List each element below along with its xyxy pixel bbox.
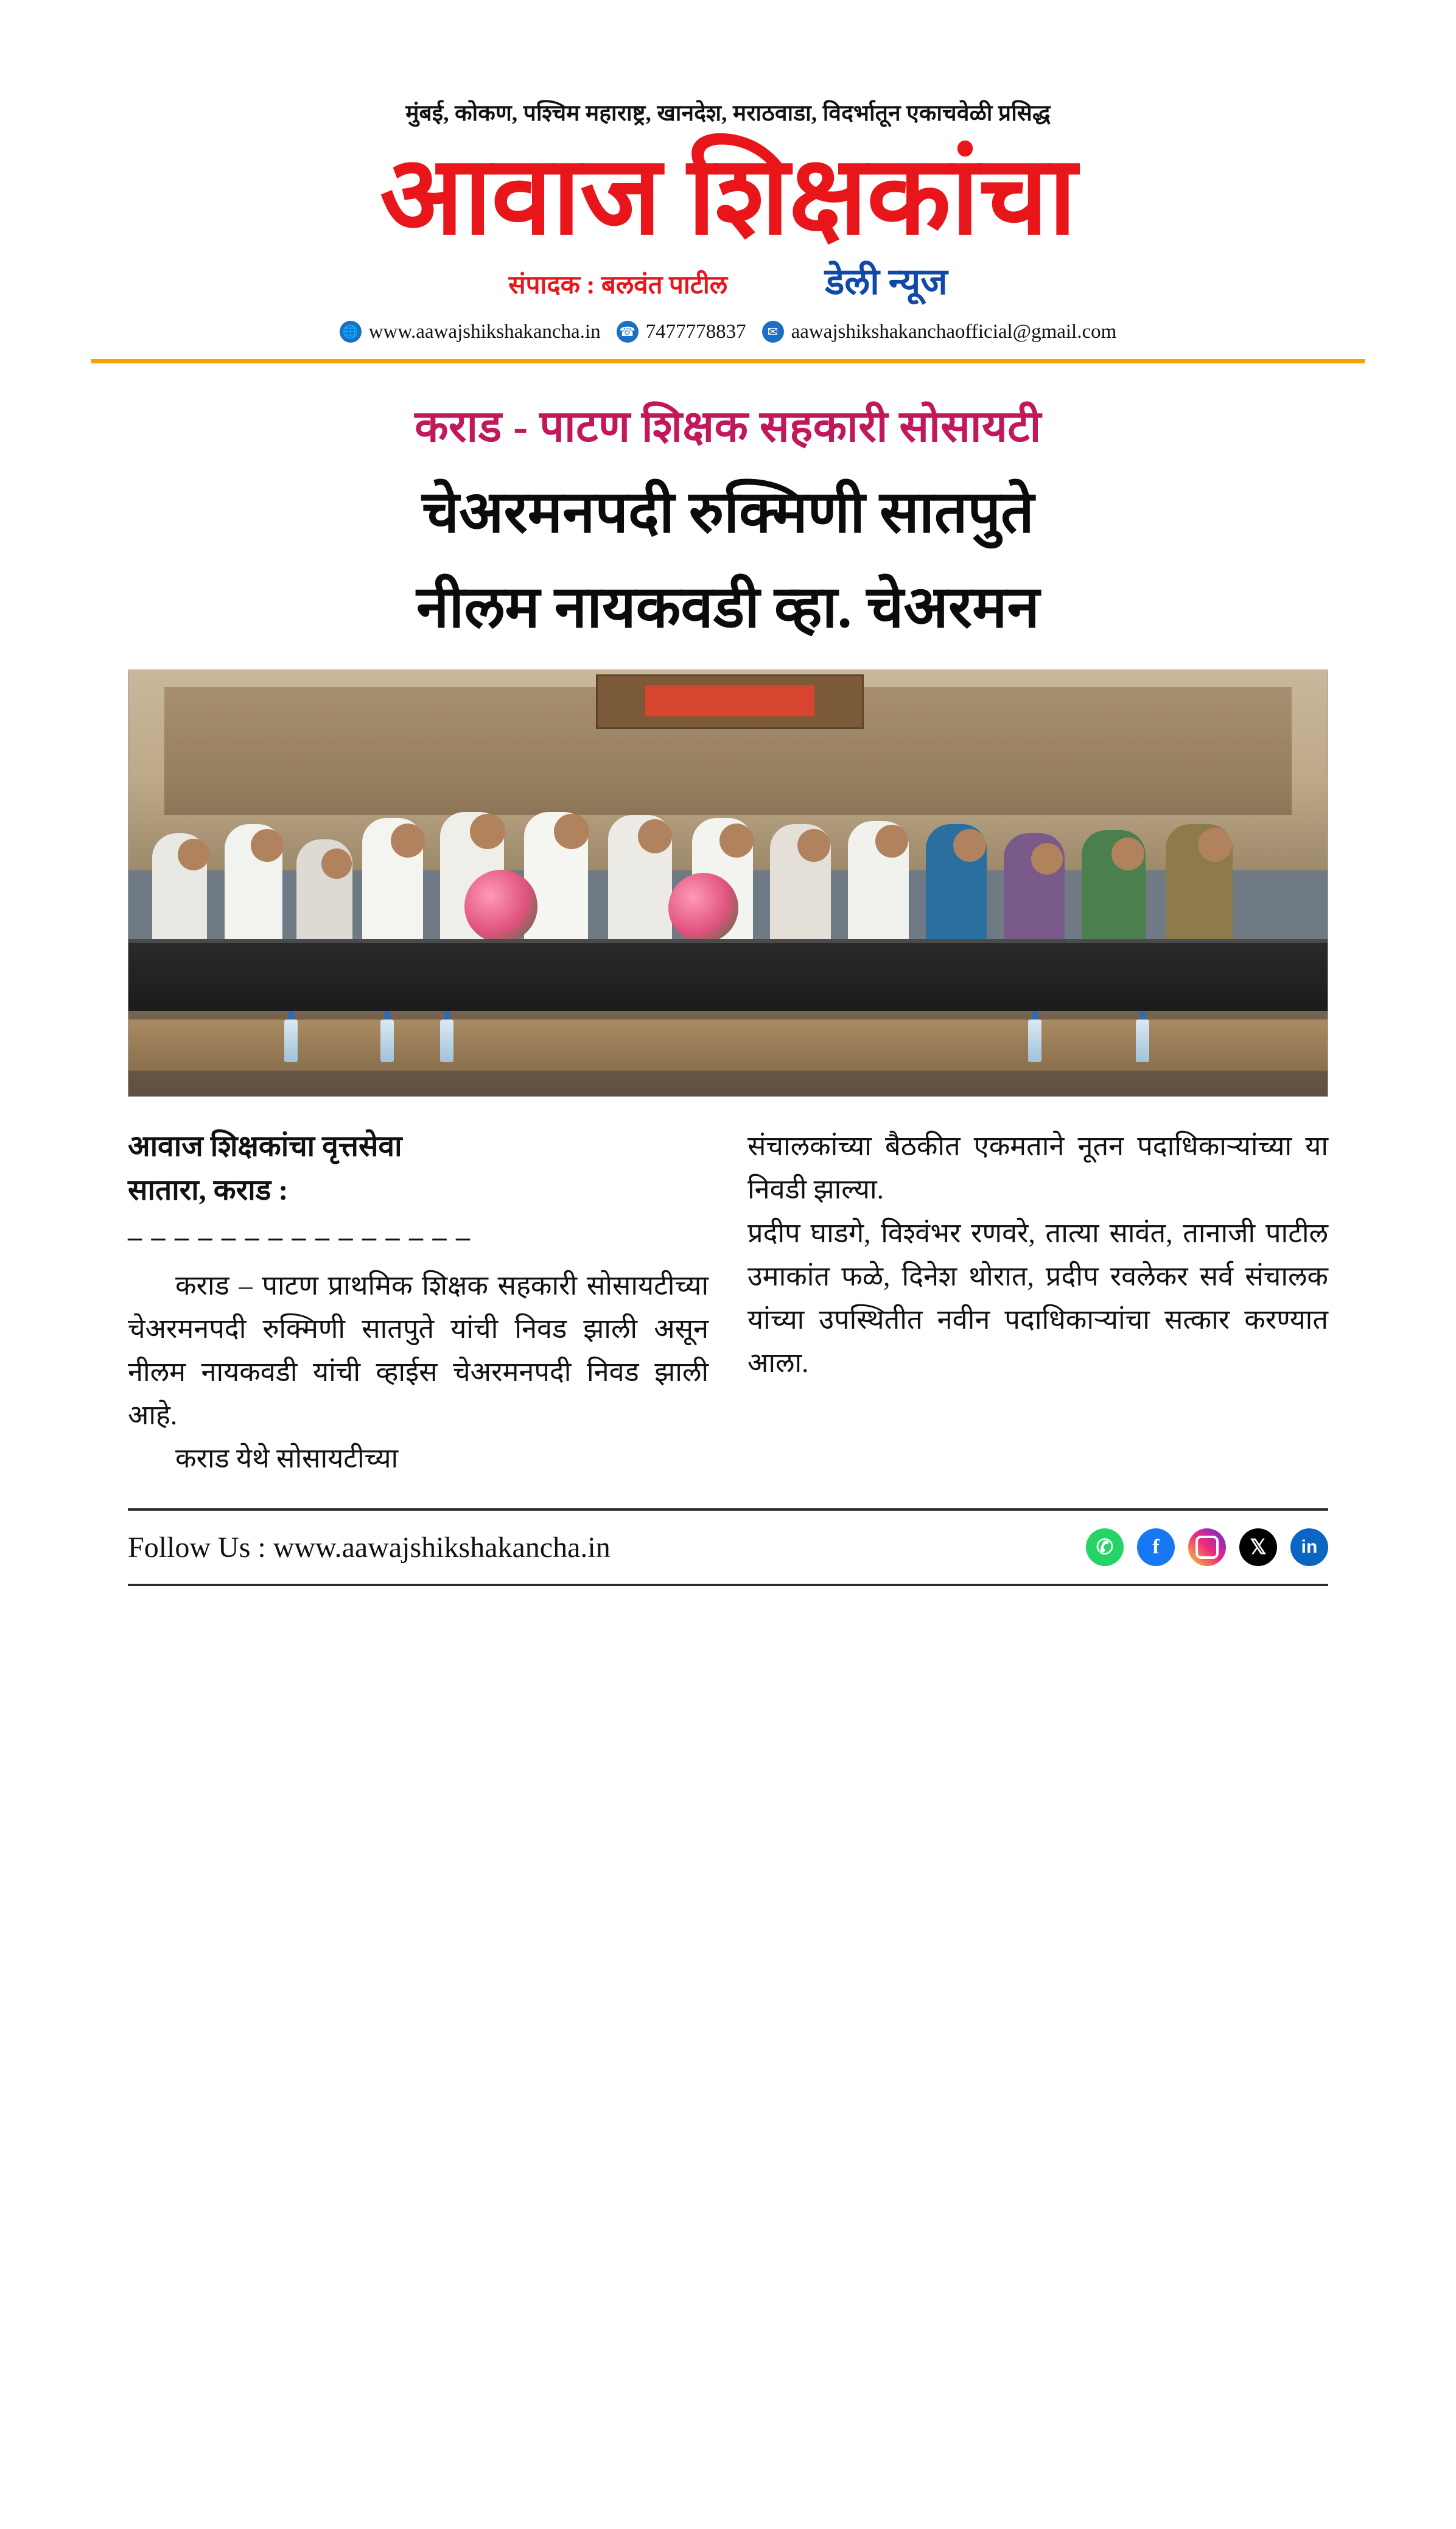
mail-icon: ✉ (762, 321, 784, 343)
photo-table-front (128, 939, 1328, 1011)
editor-name: संपादक : बलवंत पाटील (508, 271, 728, 299)
article-column-right (747, 1125, 1328, 1480)
article-column-left (128, 1125, 709, 1480)
article-paragraph: कराड – पाटण प्राथमिक शिक्षक सहकारी सोसायटीच्या चेअरमनपदी रुक्मिणी सातपुते यांची निवड झाली असून नीलम नायकवडी यांची व्हाईस चेअरमनपदी निवड झाली आहे. (128, 1270, 709, 1431)
photo-notice-board (596, 674, 863, 729)
masthead (91, 96, 1365, 363)
masthead-strapline: मुंबई, कोकण, पश्चिम महाराष्ट्र, खानदेश, मराठवाडा, विदर्भातून एकाचवेळी प्रसिद्ध (405, 101, 1051, 126)
contact-strip (91, 321, 1365, 343)
social-links (1086, 1528, 1328, 1566)
footer-divider-bottom (128, 1584, 1328, 1586)
article-kicker: कराड - पाटण शिक्षक सहकारी सोसायटी (415, 402, 1041, 451)
footer (128, 1511, 1328, 1584)
email-text: aawajshikshakanchaofficial@gmail.com (791, 320, 1117, 343)
article-paragraph: प्रदीप घाडगे, विश्वंभर रणवरे, तात्या सावंत, तानाजी पाटील उमाकांत फळे, दिनेश थोरात, प्रदीप रवलेकर सर्व संचालक यांच्या उपस्थितीत नवीन पदाधिकाऱ्यांचा सत्कार करण्यात आला. (747, 1217, 1328, 1378)
masthead-subrow (91, 255, 1365, 305)
daily-news-label: डेली न्यूज (825, 261, 948, 302)
phone-text: 7477778837 (645, 320, 746, 343)
photo-water-bottle (380, 1020, 394, 1062)
follow-us-text: Follow Us : www.aawajshikshakancha.in (128, 1531, 611, 1564)
whatsapp-icon[interactable]: ✆ (1086, 1528, 1124, 1566)
instagram-icon[interactable] (1188, 1528, 1226, 1566)
article-paragraph: कराड येथे सोसायटीच्या (175, 1443, 399, 1474)
photo-water-bottle (1136, 1020, 1149, 1062)
newspaper-sheet (91, 67, 1365, 2462)
photo-water-bottle (284, 1020, 298, 1062)
photo-bouquet-left (464, 870, 537, 943)
photo-bouquet-right (668, 873, 738, 943)
article-paragraph: संचालकांच्या बैठकीत एकमताने नूतन पदाधिकाऱ्यांच्या या निवडी झाल्या. (747, 1131, 1328, 1205)
article-headline-line1: चेअरमनपदी रुक्मिणी सातपुते (422, 479, 1034, 545)
article-headline-line2: नीलम नायकवडी व्हा. चेअरमन (416, 575, 1040, 640)
masthead-divider (91, 359, 1365, 363)
masthead-title: आवाज शिक्षकांचा (380, 136, 1076, 257)
contact-website[interactable] (340, 321, 601, 343)
photo-person-head (178, 839, 209, 870)
article-photo (128, 670, 1328, 1097)
photo-water-bottle (440, 1020, 453, 1062)
linkedin-icon[interactable]: in (1290, 1528, 1328, 1566)
article-body (128, 1125, 1328, 1480)
contact-phone[interactable] (617, 321, 746, 343)
phone-icon: ☎ (617, 321, 639, 343)
facebook-icon[interactable]: f (1137, 1528, 1175, 1566)
x-icon[interactable]: 𝕏 (1239, 1528, 1277, 1566)
photo-person-head (251, 829, 284, 862)
byline-separator: – – – – – – – – – – – – – – – (128, 1221, 471, 1253)
byline-line1: आवाज शिक्षकांचा वृत्तसेवा (128, 1130, 402, 1163)
globe-icon: 🌐 (340, 321, 362, 343)
byline-line2: सातारा, कराड : (128, 1174, 289, 1207)
website-text: www.aawajshikshakancha.in (368, 320, 601, 343)
photo-water-bottle (1028, 1020, 1041, 1062)
contact-email[interactable] (762, 321, 1117, 343)
